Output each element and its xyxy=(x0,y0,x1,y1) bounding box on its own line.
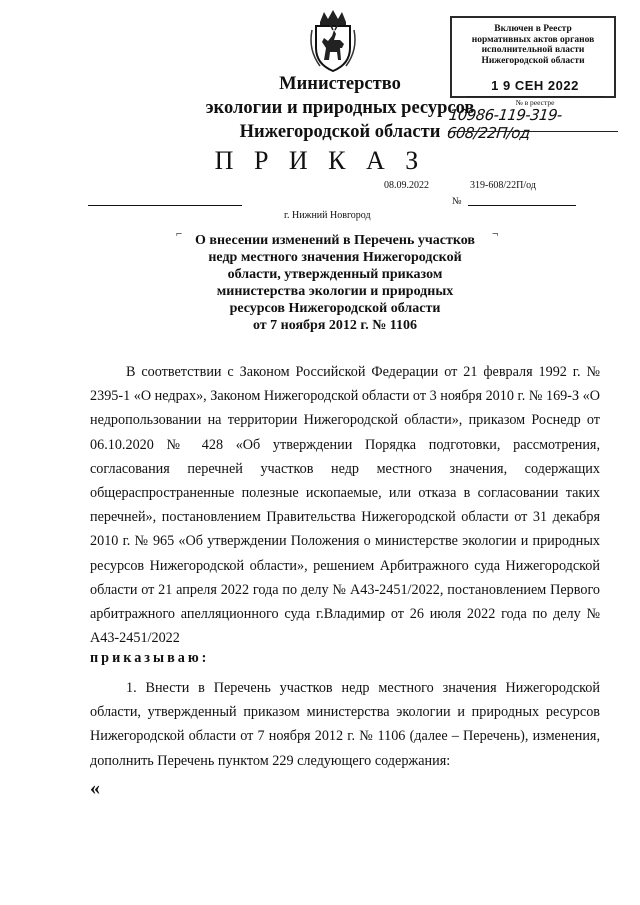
ministry-name-line3: Нижегородской области xyxy=(239,122,441,142)
stamp-line4: Нижегородской области xyxy=(481,55,585,66)
number-sign: № xyxy=(452,196,462,207)
subject-line: министерства экологии и природных xyxy=(216,284,454,299)
order-word: приказываю: xyxy=(90,650,210,666)
ministry-name-line2: экологии и природных ресурсов xyxy=(205,98,475,118)
stamp-date-underline xyxy=(466,96,604,97)
stamp-line1: Включен в Реестр xyxy=(494,24,572,34)
opening-quote: « xyxy=(90,777,100,799)
subject-line: ресурсов Нижегородской области xyxy=(229,301,441,316)
coat-of-arms-icon xyxy=(306,8,360,74)
subject-line: от 7 ноября 2012 г. № 1106 xyxy=(252,318,417,333)
stamp-line3: исполнительной власти xyxy=(481,45,585,55)
preamble-paragraph: В соответствии с Законом Российской Федерации от 21 февраля 1992 г. № 2395-1 «О недрах», Законом Нижегородской области от 3 ноября 2010 г. № 169-З «О недропользовании на территории Нижегородской области», приказом Роснедр от 06.10.2020 № 428 «Об утверждении Порядка подготовки, рассмотрения, согласования перечней участков недр местного значения, содержащих общераспространенные полезные ископаемые, или отказа в согласовании таких перечней», постановлением Правительства Нижегородской области от 31 декабря 2010 г. № 965 «Об утверждении Положения о министерстве экологии и природных ресурсов Нижегородской области», решением Арбитражного суда Нижегородской области от 21 апреля 2022 года по делу № А43-2451/2022, постановлением Первого арбитражного апелляционного суда г.Владимир от 26 июля 2022 года по делу № А43-2451/2022 xyxy=(90,364,600,647)
date-underline xyxy=(88,205,242,206)
document-date: 08.09.2022 xyxy=(384,180,429,191)
document-subject xyxy=(170,232,500,334)
document-number: 319-608/22П/од xyxy=(470,180,536,191)
order-item-1: 1. Внести в Перечень участков недр местного значения Нижегородской области, утвержденный приказом министерства экологии и природных ресурсов Нижегородской области от 7 ноября 2012 г. № 1106 (далее – Перечень), изменения, дополнить Перечень пунктом 229 следующего содержания: xyxy=(90,680,600,769)
subject-bracket-right: ¬ xyxy=(492,228,499,240)
subject-line: О внесении изменений в Перечень участков xyxy=(195,233,475,248)
number-underline xyxy=(468,205,576,206)
stamp-line2: нормативных актов органов xyxy=(471,34,595,45)
stamp-date: 1 9 СЕН 2022 xyxy=(491,78,579,93)
subject-bracket-left: ⌐ xyxy=(176,228,183,240)
document-type-title: П Р И К А З xyxy=(214,146,426,175)
subject-line: области, утвержденный приказом xyxy=(227,267,443,282)
ministry-name-line1: Министерство xyxy=(279,74,401,94)
stamp-registry-number: 10986-119-319-608/22П/од xyxy=(446,106,563,142)
subject-line: недр местного значения Нижегородской xyxy=(208,250,462,265)
document-city: г. Нижний Новгород xyxy=(284,210,371,221)
stamp-regno-label: № в реестре xyxy=(515,98,555,107)
stamp-regno-underline xyxy=(448,131,618,132)
